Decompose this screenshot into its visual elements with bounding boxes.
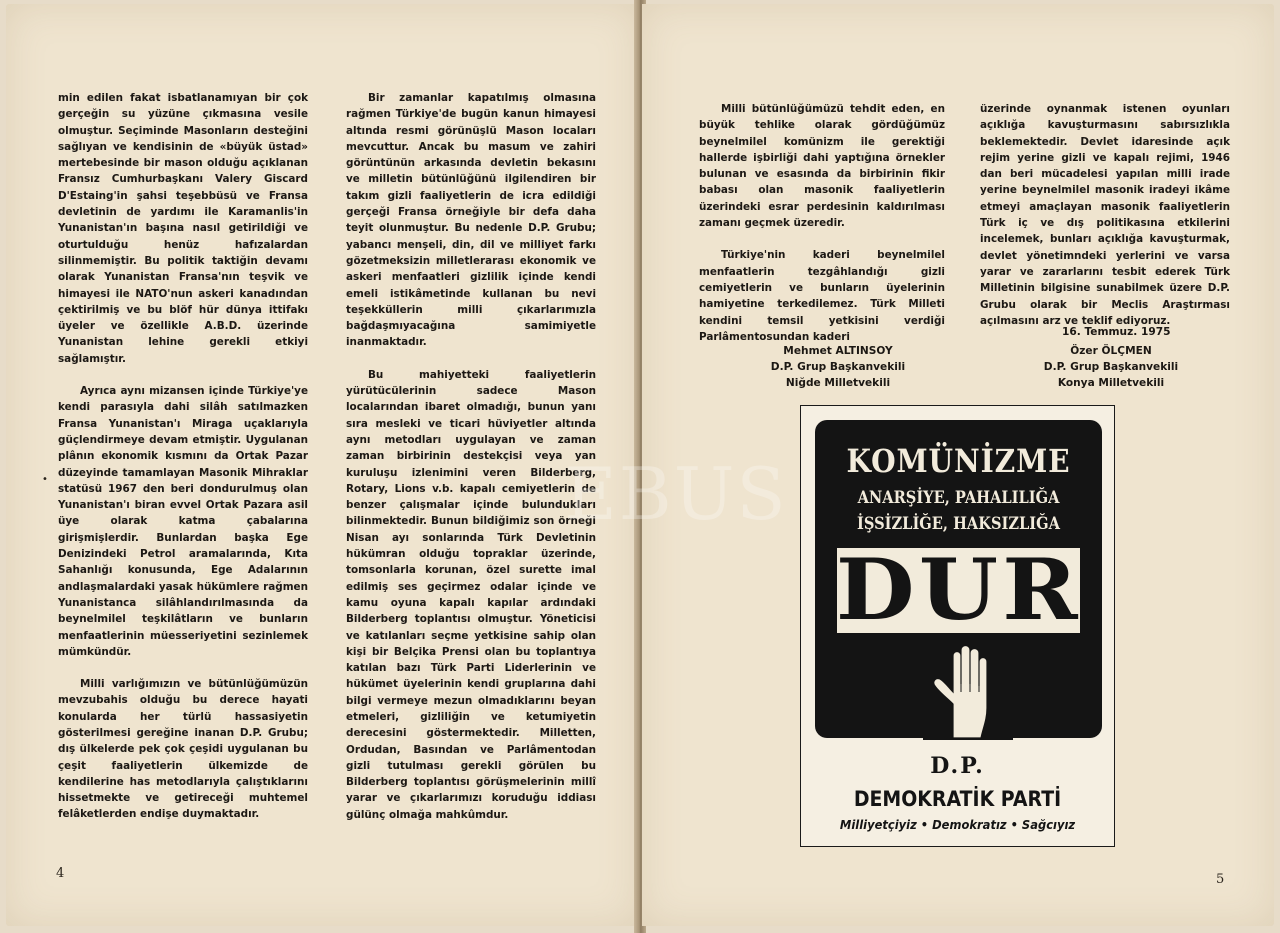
raised-hand-icon	[923, 642, 1013, 740]
left-page	[6, 4, 638, 926]
page-number-left: 4	[56, 866, 65, 881]
signature-block-right	[1011, 343, 1211, 391]
poster-subline-1: ANARŞİYE, PAHALILIĞA	[857, 488, 1060, 508]
margin-mark: •	[42, 474, 48, 485]
signer-region: Konya Milletvekili	[1057, 377, 1165, 389]
signer-name: Özer ÖLÇMEN	[1070, 345, 1152, 357]
signer-region: Niğde Milletvekili	[785, 377, 891, 389]
poster-big-word	[835, 540, 1082, 639]
poster-slogan: Milliyetçiyiz • Demokratız • Sağcıyız	[839, 817, 1076, 832]
paragraph: Ayrıca aynı mizansen içinde Türkiye'ye kendi parasıyla dahi silâh satılmazken Fransa Yunanistan'ı Miraga uçaklarıyla güçlendirmeye devam etmiştir. Uygulanan plânın ekonomik kısmını da Ortak Pazar düzeyinde tamamlayan Masonik Mihraklar statüsü 1967 den beri dondurulmuş olan Yunanistan'ı biran evvel Ortak Pazara asil üye olarak katma çabalarına girişmişlerdir. Bunlardan başka Ege Denizindeki Petrol aramalarında, Kıta Sahanlığı konusunda, Ege Adalarının andlaşmalardaki yasak hükümlere rağmen Yunanistanca silâhlandırılmasında da beynelmilel teşkilâtların ve bunların menfaatlerinin müesseriyetini sezinlemek mümkündür.	[58, 385, 308, 658]
paragraph: üzerinde oynanmak istenen oyunları açıklığa kavuşturmasını sabırsızlıkla beklemektedir. Devlet idaresinde açık rejim yerine gizli ve kapalı rejimi, 1946 dan beri mücadelesi yapılan milli irade yerine beynelmilel masonik iradeyi ikâme etmeyi amaçlayan masonik faaliyetlerin Türk iç ve dış politikasına etkilerini incelemek, bunları açıklığa kavuşturmak, devlet yönetimndeki yerlerini ve varsa yarar ve zararlarını tesbit ederek Türk Milletinin bilgisine sunabilmek üzere D.P. Grubu olarak bir Meclis Araştırması açılmasını arz ve teklif ediyoruz.	[980, 103, 1230, 327]
paragraph: Bir zamanlar kapatılmış olmasına rağmen Türkiye'de bugün kanun himayesi altında resmi görünüşlü Mason locaları mevcuttur. Ancak bu masum ve zahiri görüntünün arkasında devletin bekasını ve milletin bütünlüğünü ilgilendiren bir takım gizli faaliyetlerin de icra edildiği gerçeği Fransa örneğiyle bir defa daha teyit olunmuştur. Bu nedenle D.P. Grubu; yabancı menşeli, din, dil ve milliyet farkı gözetmeksizin milletlerarası ekonomik ve askeri menfaatleri gizlilik içinde kendi emeli istikâmetinde kullanan bu nevi teşekküllerin milli çıkarlarımızla bağdaşmıyacağına samimiyetle inanmaktadır.	[346, 92, 596, 349]
paragraph: min edilen fakat isbatlanamıyan bir çok gerçeğin su yüzüne çıkmasına vesile olmuştur. Seçiminde Masonların desteğini sağlıyan ve kendisinin de «büyük üstad» mertebesinde bir mason olduğu açıklanan Fransız Cumhurbaşkanı Valery Giscard D'Estaing'in şahsi teşebbüsü ve Fransa devletinin de yardımı ile Karamanlis'in Yunanistan'ın başına nasıl getirildiği ve oturtulduğu henüz hafızalardan silinmemiştir. Bu politik taktiğin devamı olarak Yunanistan Fransa'nın teşvik ve himayesi ile NATO'nun askeri kanadından çektirilmiş ve bu blöf hür dünya ittifakı üyeler ve özellikle A.B.D. üzerinde Yunanistan lehine gerekli etkiyi sağlamıştır.	[58, 92, 308, 365]
party-poster	[800, 405, 1115, 847]
paragraph: Bu mahiyetteki faaliyetlerin yürütücülerinin sadece Mason localarından ibaret olmadığı, bunun yanı sıra mesleki ve ticari hüviyetler altında aynı metodları uygulayan ve zaman zaman birbirinin destekçisi veya yan kuruluşu izlenimini veren Bilderberg, Rotary, Lions v.b. kapalı cemiyetlerin de benzer çalışmalar içinde bulundukları bilinmektedir. Bunun bildiğimiz son örneği Nisan ayı sonlarında Türk Devletinin hükümran olduğu topraklar üzerinde, tomsonlarla korunan, özel surette imal edilmiş ses geçirmez odalar içinde ve kamu oyuna kapalı kapılar ardındaki Bilderberg toplantısı olmuştur. Yöneticisi ve katılanları seçme yetkisine sahip olan kişi bir Belçika Prensi olan bu toplantıya katılan bazı Türk Parti Liderlerinin ve hükümet üyelerinin kendi gruplarına dahi bilgi vermeye mezun olmadıklarını beyan etmeleri, gizliliğin ve ketumiyetin derecesini göstermektedir. Milletten, Ordudan, Basından ve Parlâmentodan gizli tutulması gerekli görülen bu Bilderberg toplantısı görüşmelerinin millî yarar ve çıkarlarımızı koruduğu iddiası gülünç olmağa mahkûmdur.	[346, 368, 596, 821]
right-page-column-1	[699, 101, 945, 361]
left-page-column-2	[346, 90, 596, 839]
poster-dark-panel	[815, 420, 1102, 738]
watermark: EBUS	[564, 452, 788, 536]
signer-name: Mehmet ALTINSOY	[783, 345, 893, 357]
right-page	[642, 4, 1274, 926]
left-page-column-1	[58, 90, 308, 839]
signature-block-left	[738, 343, 938, 391]
poster-party-short: D.P.	[930, 753, 985, 779]
document-date: 16. Temmuz. 1975	[1062, 326, 1171, 338]
paragraph: Milli varlığımızın ve bütünlüğümüzün mevzubahis olduğu bu derece hayati konularda her türlü hassasiyetin gösterilmesi gereğine inanan D.P. Grubu; dış ülkelerde pek çok çeşidi uygulanan bu çeşit faaliyetlerin ülkemizde de kendilerine has metodlarıyla çalıştıklarını hissetmekte ve getireceği muhtemel felâketlerden endişe duymaktadır.	[58, 678, 308, 821]
poster-headline: KOMÜNİZME	[846, 442, 1071, 480]
page-number-right: 5	[1216, 872, 1225, 887]
poster-subline-2: İŞSİZLİĞE, HAKSIZLIĞA	[857, 514, 1060, 534]
signer-title: D.P. Grup Başkanvekili	[770, 361, 906, 373]
poster-big-word-text: DUR	[835, 540, 1082, 639]
paragraph: Türkiye'nin kaderi beynelmilel menfaatlerin tezgâhlandığı gizli cemiyetlerin ve bunların üyelerinin hamiyetine terkedilemez. Türk Milleti kendini temsil yetkisini verdiği Parlâmentosundan kaderi	[699, 249, 945, 343]
paragraph: Milli bütünlüğümüzü tehdit eden, en büyük tehlike olarak gördüğümüz beynelmilel komünizm ile gerektiği hallerde işbirliği dahi yaptığına örnekler bulunan ve esasında da birbirinin fikir babası olan masonik faaliyetlerin üzerindeki esrar perdesinin kaldırılması zamanı geçmek üzeredir.	[699, 103, 945, 230]
signer-title: D.P. Grup Başkanvekili	[1043, 361, 1179, 373]
right-page-column-2	[980, 101, 1230, 345]
poster-party-name: DEMOKRATİK PARTİ	[853, 787, 1062, 811]
